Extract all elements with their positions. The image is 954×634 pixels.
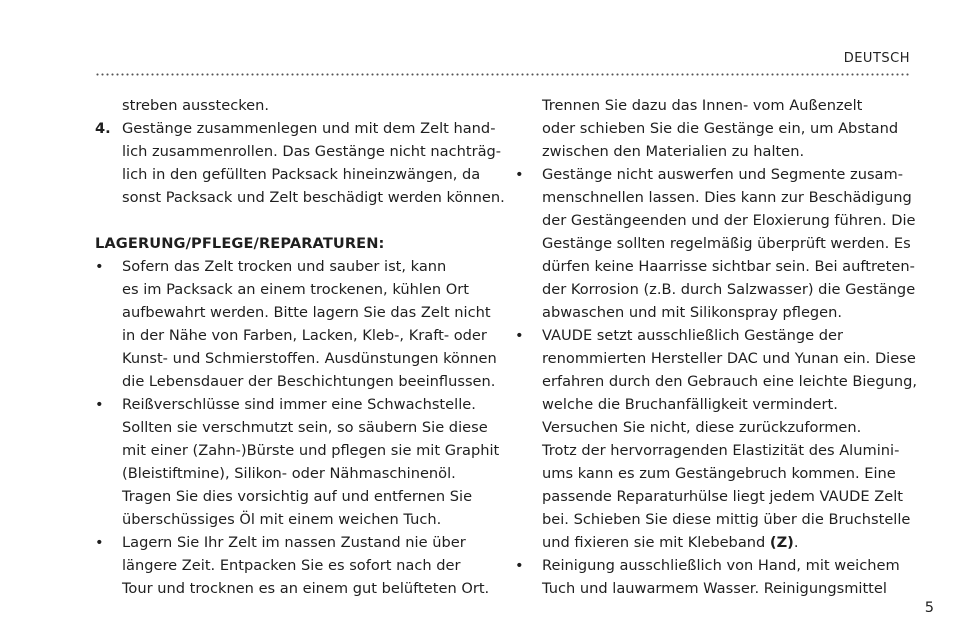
section-heading: LAGERUNG/PFLEGE/REPARATUREN: (95, 235, 385, 252)
bullet-zippers: • Reißverschlüsse sind immer eine Schwachstelle. Sollten sie verschmutzt sein, so säubern Sie diese mit einer (Zahn-)Bürste und pflegen sie mit Graphit (Bleistiftmine), Silikon- oder Nähmaschinenöl. Tragen Sie dies vorsichtig auf und entfernen Sie überschüssiges Öl mit einem weichen Tuch. (95, 393, 505, 531)
bullet-storage: • Sofern das Zelt trocken und sauber ist, kann es im Packsack an einem trockenen, kühlen Ort aufbewahrt werden. Bitte lagern Sie das Zelt nicht in der Nähe von Farben, Lacken, Kleb-, Kraft- oder Kunst- und Schmierstoffen. Ausdünstungen können die Lebensdauer der Beschichtungen beeinflussen. (95, 255, 505, 393)
bullet-wet-storage: • Lagern Sie Ihr Zelt im nassen Zustand nie über längere Zeit. Entpacken Sie es sofort nach der Tour und trocknen es an einem gut belüfteten Ort. (95, 531, 505, 600)
continuation-text: Trennen Sie dazu das Innen- vom Außenzelt oder schieben Sie die Gestänge ein, um Abstand zwischen den Materialien zu halten. (542, 97, 899, 160)
step-number: 4. (95, 120, 111, 137)
dotted-separator (95, 73, 911, 76)
bullet-marker: • (515, 166, 524, 183)
last-line: und fixieren sie mit Klebeband (Z). (542, 534, 799, 551)
left-column (95, 94, 505, 600)
step-4: 4. Gestänge zusammenlegen und mit dem Zelt hand- lich zusammenrollen. Das Gestänge nicht nachträg- lich in den gefüllten Packsack hineinzwängen, da sonst Packsack und Zelt beschädigt werden können. (95, 117, 505, 209)
bullet-marker: • (515, 557, 524, 574)
bullet-marker: • (95, 534, 104, 551)
language-label: DEUTSCH (843, 51, 910, 66)
page-number: 5 (924, 599, 934, 616)
bullet-marker: • (95, 396, 104, 413)
continuation-text: streben ausstecken. (122, 97, 270, 114)
figure-reference: (Z) (769, 534, 794, 551)
right-column (515, 94, 918, 600)
bullet-poles-care: • Gestänge nicht auswerfen und Segmente zusam- menschnellen lassen. Dies kann zur Beschädigung der Gestängeenden und der Eloxierung führen. Die Gestänge sollten regelmäßig überprüft werden. Es dürfen keine Haarrisse sichtbar sein. Bei auftreten- der Korrosion (z.B. durch Salzwasser) die Gestänge abwaschen und mit Silikonspray pflegen. (515, 163, 915, 324)
bullet-cleaning: • Reinigung ausschließlich von Hand, mit weichem Tuch und lauwarmem Wasser. Reinigungsmittel (515, 554, 915, 600)
bullet-marker: • (515, 327, 524, 344)
bullet-marker: • (95, 258, 104, 275)
bullet-vaude-poles: • VAUDE setzt ausschließlich Gestänge der renommierten Hersteller DAC und Yunan ein. Diese erfahren durch den Gebrauch eine leichte Biegung, welche die Bruchanfälligkeit vermindert. Versuchen Sie nicht, diese zurückzuformen. Trotz der hervorragenden Elastizität des Alumini- ums kann es zum Gestängebruch kommen. Eine passende Reparaturhülse liegt jedem VAUDE Zelt bei. Schieben Sie diese mittig über die Bruchstelle und fixieren sie mit Klebeband (Z). (515, 324, 915, 554)
